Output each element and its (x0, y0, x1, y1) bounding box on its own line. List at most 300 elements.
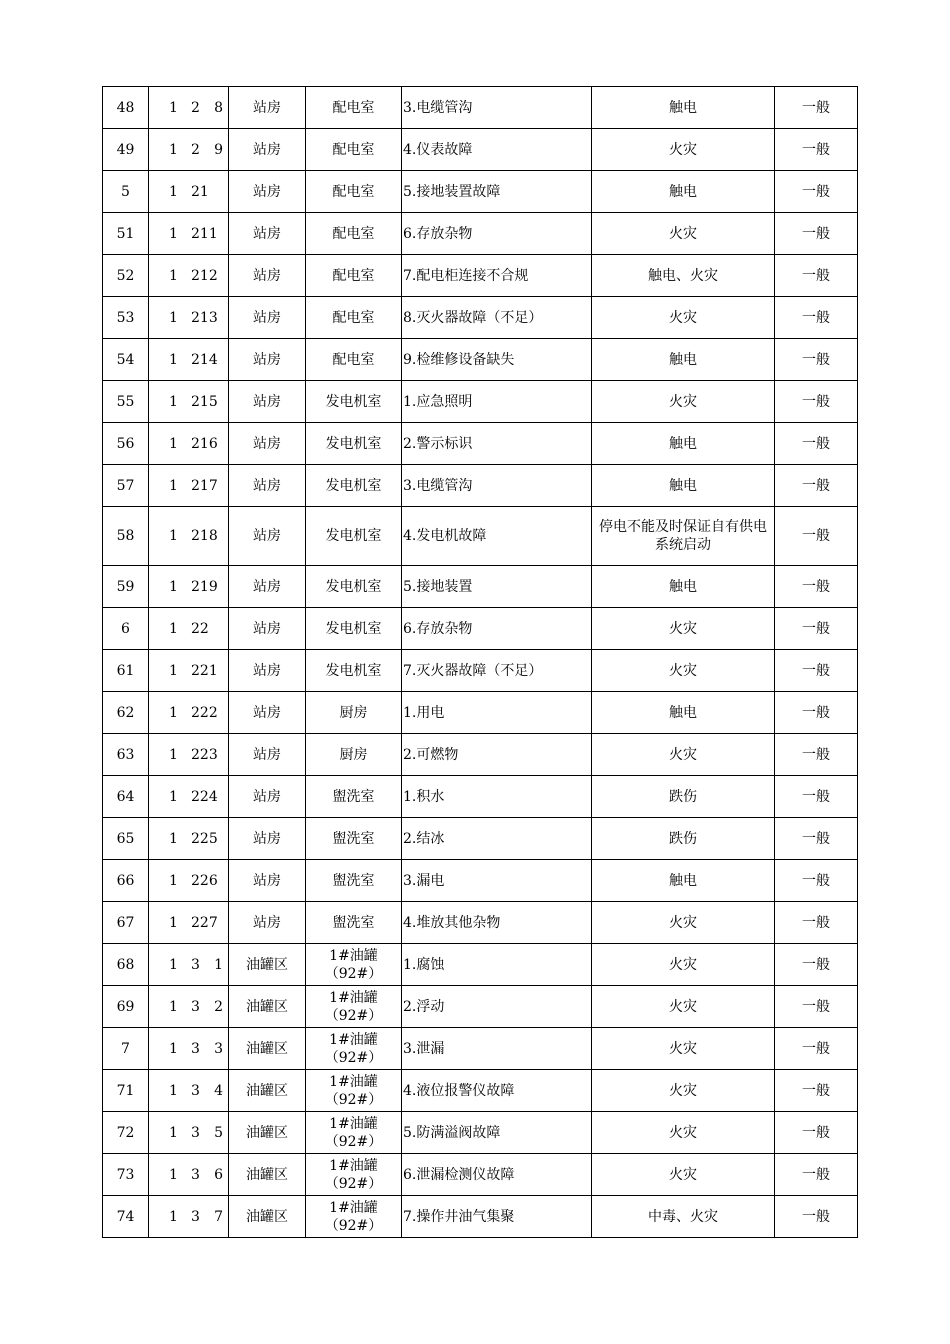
code-cell (149, 566, 229, 608)
location-cell (306, 423, 402, 465)
hazard-cell: 火灾 (592, 650, 775, 692)
location-name: 1#油罐 (329, 1073, 378, 1090)
location-cell (306, 213, 402, 255)
location-cell (306, 507, 402, 566)
serial-number-cell: 6 (103, 608, 149, 650)
serial-number-cell: 68 (103, 944, 149, 986)
table-row (103, 650, 858, 692)
area-cell: 站房 (229, 381, 306, 423)
hazard-cell: 火灾 (592, 1028, 775, 1070)
area-cell: 站房 (229, 650, 306, 692)
code-part: 222 (191, 704, 218, 721)
check-item-cell: 2.结冰 (402, 818, 592, 860)
table-row (103, 860, 858, 902)
location-name: 配电室 (332, 225, 375, 242)
table-row (103, 1196, 858, 1238)
code-cell (149, 465, 229, 507)
location-name: 发电机室 (325, 662, 382, 679)
code-part: 1 (169, 1208, 178, 1225)
location-cell (306, 692, 402, 734)
risk-level-cell: 一般 (775, 129, 858, 171)
serial-number-cell: 51 (103, 213, 149, 255)
serial-number-cell: 67 (103, 902, 149, 944)
location-name: 配电室 (332, 183, 375, 200)
location-name: 盥洗室 (332, 872, 375, 889)
area-cell: 油罐区 (229, 1154, 306, 1196)
code-cell (149, 381, 229, 423)
location-cell (306, 171, 402, 213)
serial-number-cell: 54 (103, 339, 149, 381)
code-part: 1 (169, 662, 178, 679)
table-body (103, 87, 858, 1238)
location-cell (306, 650, 402, 692)
area-cell: 站房 (229, 87, 306, 129)
location-name: 1#油罐 (329, 1031, 378, 1048)
code-cell (149, 339, 229, 381)
hazard-cell: 火灾 (592, 297, 775, 339)
serial-number-cell: 5 (103, 171, 149, 213)
area-cell: 站房 (229, 860, 306, 902)
code-cell (149, 1154, 229, 1196)
code-part: 1 (169, 141, 178, 158)
code-part: 3 (191, 1040, 200, 1057)
area-cell: 站房 (229, 171, 306, 213)
code-part: 213 (191, 309, 218, 326)
table-row (103, 608, 858, 650)
table-row (103, 1070, 858, 1112)
table-row (103, 507, 858, 566)
code-part: 212 (191, 267, 218, 284)
location-cell (306, 87, 402, 129)
code-part: 1 (169, 528, 178, 544)
check-item-cell: 3.电缆管沟 (402, 465, 592, 507)
risk-level-cell: 一般 (775, 339, 858, 381)
code-part: 6 (214, 1166, 223, 1183)
table-row (103, 1028, 858, 1070)
location-cell (306, 297, 402, 339)
code-cell (149, 944, 229, 986)
table-row (103, 171, 858, 213)
location-name: 配电室 (332, 99, 375, 116)
area-cell: 站房 (229, 423, 306, 465)
location-name: 1#油罐 (329, 989, 378, 1006)
hazard-table (102, 86, 858, 1238)
hazard-cell: 火灾 (592, 1112, 775, 1154)
code-part: 22 (191, 620, 209, 637)
hazard-cell: 跌伤 (592, 776, 775, 818)
risk-level-cell: 一般 (775, 986, 858, 1028)
code-cell (149, 213, 229, 255)
area-cell: 站房 (229, 213, 306, 255)
area-cell: 站房 (229, 818, 306, 860)
table-row (103, 297, 858, 339)
check-item-cell: 8.灭火器故障（不足） (402, 297, 592, 339)
code-part: 3 (191, 1082, 200, 1099)
code-part: 1 (169, 435, 178, 452)
check-item-cell: 4.液位报警仪故障 (402, 1070, 592, 1112)
code-cell (149, 986, 229, 1028)
check-item-cell: 7.灭火器故障（不足） (402, 650, 592, 692)
location-cell (306, 776, 402, 818)
area-cell: 站房 (229, 507, 306, 566)
code-cell (149, 255, 229, 297)
location-subname: （92#） (324, 1133, 383, 1150)
serial-number-cell: 55 (103, 381, 149, 423)
code-cell (149, 87, 229, 129)
code-part: 226 (191, 872, 218, 889)
check-item-cell: 2.浮动 (402, 986, 592, 1028)
area-cell: 站房 (229, 129, 306, 171)
code-part: 1 (169, 1166, 178, 1183)
hazard-cell: 触电 (592, 692, 775, 734)
code-part: 9 (214, 141, 223, 158)
risk-level-cell: 一般 (775, 776, 858, 818)
location-cell (306, 860, 402, 902)
risk-level-cell: 一般 (775, 608, 858, 650)
code-cell (149, 1112, 229, 1154)
serial-number-cell: 63 (103, 734, 149, 776)
serial-number-cell: 61 (103, 650, 149, 692)
code-part: 1 (169, 914, 178, 931)
location-name: 发电机室 (325, 393, 382, 410)
location-cell (306, 566, 402, 608)
risk-level-cell: 一般 (775, 860, 858, 902)
location-cell (306, 902, 402, 944)
area-cell: 站房 (229, 776, 306, 818)
hazard-cell: 火灾 (592, 902, 775, 944)
serial-number-cell: 66 (103, 860, 149, 902)
code-cell (149, 1028, 229, 1070)
serial-number-cell: 57 (103, 465, 149, 507)
code-part: 1 (169, 788, 178, 805)
code-part: 21 (191, 183, 209, 200)
check-item-cell: 7.配电柜连接不合规 (402, 255, 592, 297)
code-cell (149, 818, 229, 860)
table-row (103, 87, 858, 129)
check-item-cell: 1.用电 (402, 692, 592, 734)
area-cell: 油罐区 (229, 1196, 306, 1238)
check-item-cell: 1.应急照明 (402, 381, 592, 423)
location-cell (306, 734, 402, 776)
table-row (103, 734, 858, 776)
code-cell (149, 1070, 229, 1112)
table-row (103, 944, 858, 986)
table-row (103, 692, 858, 734)
location-name: 1#油罐 (329, 947, 378, 964)
code-part: 1 (169, 998, 178, 1015)
code-part: 215 (191, 393, 218, 410)
risk-level-cell: 一般 (775, 1196, 858, 1238)
risk-level-cell: 一般 (775, 465, 858, 507)
code-cell (149, 734, 229, 776)
check-item-cell: 3.泄漏 (402, 1028, 592, 1070)
code-cell (149, 297, 229, 339)
location-name: 盥洗室 (332, 788, 375, 805)
serial-number-cell: 73 (103, 1154, 149, 1196)
code-part: 1 (169, 872, 178, 889)
code-cell (149, 1196, 229, 1238)
code-part: 225 (191, 830, 218, 847)
code-cell (149, 902, 229, 944)
area-cell: 站房 (229, 297, 306, 339)
code-part: 1 (169, 183, 178, 200)
risk-level-cell: 一般 (775, 213, 858, 255)
risk-level-cell: 一般 (775, 381, 858, 423)
code-part: 2 (214, 998, 223, 1015)
risk-level-cell: 一般 (775, 297, 858, 339)
location-name: 发电机室 (325, 435, 382, 452)
check-item-cell: 9.检维修设备缺失 (402, 339, 592, 381)
table-row (103, 423, 858, 465)
risk-level-cell: 一般 (775, 423, 858, 465)
code-part: 1 (169, 477, 178, 494)
check-item-cell: 4.发电机故障 (402, 507, 592, 566)
hazard-cell: 跌伤 (592, 818, 775, 860)
code-part: 3 (191, 998, 200, 1015)
area-cell: 油罐区 (229, 944, 306, 986)
code-part: 1 (169, 704, 178, 721)
check-item-cell: 2.警示标识 (402, 423, 592, 465)
area-cell: 站房 (229, 255, 306, 297)
code-cell (149, 507, 229, 566)
code-part: 227 (191, 914, 218, 931)
location-name: 1#油罐 (329, 1199, 378, 1216)
serial-number-cell: 48 (103, 87, 149, 129)
risk-level-cell: 一般 (775, 1070, 858, 1112)
check-item-cell: 7.操作井油气集聚 (402, 1196, 592, 1238)
serial-number-cell: 64 (103, 776, 149, 818)
code-part: 3 (191, 1124, 200, 1141)
risk-level-cell: 一般 (775, 944, 858, 986)
serial-number-cell: 56 (103, 423, 149, 465)
code-part: 1 (169, 99, 178, 116)
location-cell (306, 944, 402, 986)
area-cell: 站房 (229, 566, 306, 608)
code-part: 1 (169, 309, 178, 326)
location-subname: （92#） (324, 1175, 383, 1192)
area-cell: 站房 (229, 734, 306, 776)
hazard-cell: 火灾 (592, 734, 775, 776)
check-item-cell: 1.腐蚀 (402, 944, 592, 986)
location-name: 1#油罐 (329, 1157, 378, 1174)
hazard-cell: 火灾 (592, 944, 775, 986)
location-name: 发电机室 (325, 528, 382, 544)
code-cell (149, 860, 229, 902)
serial-number-cell: 74 (103, 1196, 149, 1238)
location-cell (306, 608, 402, 650)
code-part: 1 (169, 393, 178, 410)
code-part: 224 (191, 788, 218, 805)
code-part: 211 (191, 225, 218, 242)
table-row (103, 986, 858, 1028)
hazard-cell: 触电 (592, 423, 775, 465)
hazard-cell: 中毒、火灾 (592, 1196, 775, 1238)
hazard-cell: 火灾 (592, 1070, 775, 1112)
hazard-cell: 火灾 (592, 129, 775, 171)
location-cell (306, 129, 402, 171)
code-part: 1 (169, 746, 178, 763)
area-cell: 油罐区 (229, 1112, 306, 1154)
code-part: 217 (191, 477, 218, 494)
location-subname: （92#） (324, 1007, 383, 1024)
location-cell (306, 1070, 402, 1112)
serial-number-cell: 49 (103, 129, 149, 171)
code-part: 1 (169, 1040, 178, 1057)
table-row (103, 1112, 858, 1154)
serial-number-cell: 58 (103, 507, 149, 566)
code-cell (149, 129, 229, 171)
code-part: 4 (214, 1082, 223, 1099)
code-part: 223 (191, 746, 218, 763)
serial-number-cell: 52 (103, 255, 149, 297)
hazard-cell: 火灾 (592, 608, 775, 650)
risk-level-cell: 一般 (775, 1154, 858, 1196)
serial-number-cell: 7 (103, 1028, 149, 1070)
code-part: 2 (191, 141, 200, 158)
hazard-cell: 火灾 (592, 381, 775, 423)
location-cell (306, 339, 402, 381)
code-part: 5 (214, 1124, 223, 1141)
code-part: 1 (214, 956, 223, 973)
location-cell (306, 255, 402, 297)
check-item-cell: 3.漏电 (402, 860, 592, 902)
serial-number-cell: 53 (103, 297, 149, 339)
table-row (103, 566, 858, 608)
area-cell: 油罐区 (229, 1070, 306, 1112)
code-part: 3 (191, 1166, 200, 1183)
code-part: 1 (169, 830, 178, 847)
code-part: 218 (191, 528, 218, 544)
location-name: 厨房 (339, 746, 368, 763)
code-cell (149, 608, 229, 650)
hazard-cell: 触电 (592, 339, 775, 381)
code-part: 3 (214, 1040, 223, 1057)
code-part: 1 (169, 267, 178, 284)
serial-number-cell: 72 (103, 1112, 149, 1154)
location-cell (306, 1028, 402, 1070)
code-part: 1 (169, 225, 178, 242)
area-cell: 站房 (229, 692, 306, 734)
serial-number-cell: 62 (103, 692, 149, 734)
location-subname: （92#） (324, 1217, 383, 1234)
code-part: 1 (169, 578, 178, 595)
location-name: 发电机室 (325, 477, 382, 494)
area-cell: 站房 (229, 902, 306, 944)
risk-level-cell: 一般 (775, 650, 858, 692)
location-name: 配电室 (332, 267, 375, 284)
risk-level-cell: 一般 (775, 734, 858, 776)
code-part: 2 (191, 99, 200, 116)
check-item-cell: 5.防满溢阀故障 (402, 1112, 592, 1154)
location-cell (306, 1196, 402, 1238)
serial-number-cell: 59 (103, 566, 149, 608)
hazard-cell: 触电 (592, 465, 775, 507)
check-item-cell: 6.存放杂物 (402, 213, 592, 255)
table-row (103, 129, 858, 171)
serial-number-cell: 65 (103, 818, 149, 860)
serial-number-cell: 69 (103, 986, 149, 1028)
table-row (103, 381, 858, 423)
hazard-cell: 触电 (592, 171, 775, 213)
code-part: 3 (191, 1208, 200, 1225)
risk-level-cell: 一般 (775, 87, 858, 129)
location-name: 发电机室 (325, 578, 382, 595)
check-item-cell: 1.积水 (402, 776, 592, 818)
check-item-cell: 4.仪表故障 (402, 129, 592, 171)
hazard-cell: 停电不能及时保证自有供电系统启动 (592, 507, 775, 566)
hazard-cell: 火灾 (592, 1154, 775, 1196)
code-part: 1 (169, 1124, 178, 1141)
table-row (103, 902, 858, 944)
check-item-cell: 6.存放杂物 (402, 608, 592, 650)
code-cell (149, 423, 229, 465)
risk-level-cell: 一般 (775, 818, 858, 860)
code-part: 1 (169, 620, 178, 637)
location-cell (306, 381, 402, 423)
hazard-cell: 触电 (592, 860, 775, 902)
code-cell (149, 171, 229, 213)
hazard-cell: 火灾 (592, 213, 775, 255)
check-item-cell: 5.接地装置 (402, 566, 592, 608)
location-name: 配电室 (332, 351, 375, 368)
location-name: 配电室 (332, 141, 375, 158)
hazard-cell: 触电 (592, 87, 775, 129)
check-item-cell: 3.电缆管沟 (402, 87, 592, 129)
area-cell: 站房 (229, 608, 306, 650)
code-part: 1 (169, 1082, 178, 1099)
area-cell: 油罐区 (229, 986, 306, 1028)
table-row (103, 1154, 858, 1196)
code-cell (149, 650, 229, 692)
code-part: 7 (214, 1208, 223, 1225)
check-item-cell: 6.泄漏检测仪故障 (402, 1154, 592, 1196)
table-row (103, 213, 858, 255)
risk-level-cell: 一般 (775, 1028, 858, 1070)
location-subname: （92#） (324, 1091, 383, 1108)
code-part: 214 (191, 351, 218, 368)
location-name: 盥洗室 (332, 914, 375, 931)
code-part: 219 (191, 578, 218, 595)
risk-level-cell: 一般 (775, 255, 858, 297)
location-name: 配电室 (332, 309, 375, 326)
area-cell: 站房 (229, 465, 306, 507)
risk-level-cell: 一般 (775, 692, 858, 734)
code-cell (149, 776, 229, 818)
code-part: 1 (169, 351, 178, 368)
risk-level-cell: 一般 (775, 902, 858, 944)
check-item-cell: 2.可燃物 (402, 734, 592, 776)
risk-level-cell: 一般 (775, 566, 858, 608)
location-subname: （92#） (324, 1049, 383, 1066)
location-subname: （92#） (324, 965, 383, 982)
check-item-cell: 5.接地装置故障 (402, 171, 592, 213)
table-row (103, 818, 858, 860)
code-part: 216 (191, 435, 218, 452)
code-part: 3 (191, 956, 200, 973)
location-name: 1#油罐 (329, 1115, 378, 1132)
location-cell (306, 818, 402, 860)
location-name: 盥洗室 (332, 830, 375, 847)
location-cell (306, 1154, 402, 1196)
table-row (103, 776, 858, 818)
table-row (103, 465, 858, 507)
risk-level-cell: 一般 (775, 171, 858, 213)
area-cell: 油罐区 (229, 1028, 306, 1070)
table-row (103, 339, 858, 381)
code-part: 221 (191, 662, 218, 679)
location-cell (306, 465, 402, 507)
check-item-cell: 4.堆放其他杂物 (402, 902, 592, 944)
